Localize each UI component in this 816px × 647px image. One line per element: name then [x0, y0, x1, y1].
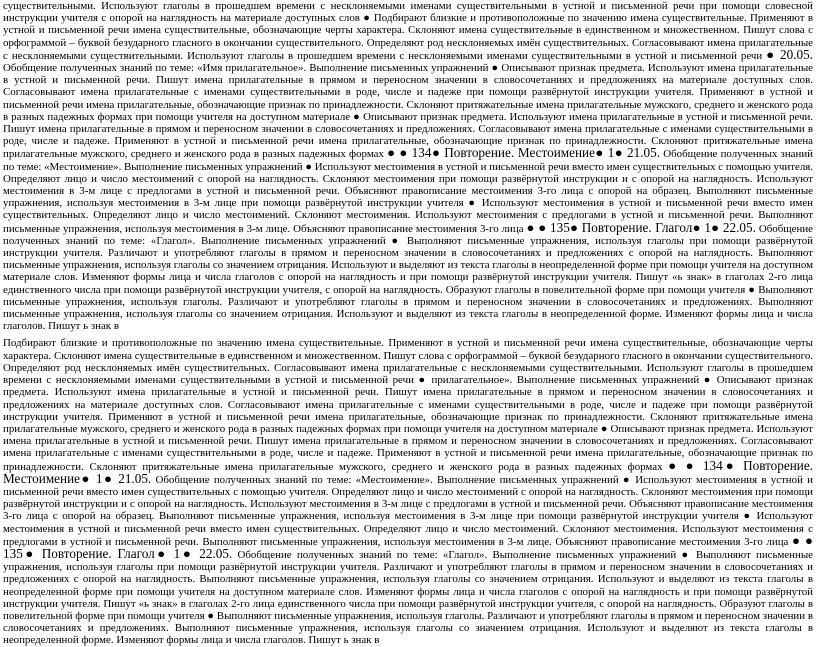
document-block-2 [3, 337, 813, 646]
lesson-heading: ● ● 134● Повторение. Местоимение● 1● 21.05. [3, 457, 813, 486]
lesson-topic: Обобщение полученных знаний по теме: «Местоимение». Выполнение письменных упражнений [155, 473, 619, 486]
text-run: ● Описывают признак предмета. Используют имена прилагательные в устной и письменной речи. Пишут имена прилагательные в прямом и переносном значении в словосочетаниях и предложениях на материале доступных слов. Согласовывают имена прилагательные с именами существительными в роде, числе и падеже при помощи развёрнутой инструкции учителя. Применяют в устной и письменной речи имена прилагательные, обозначающие признак по принадлежности. Склоняют притяжательные имена прилагательные мужского, среднего и женского рода в разных падежных формах при помощи учителя на доступном материале [3, 374, 813, 435]
text-run: ● Выполняют письменные упражнения, используя глаголы. Различают и употребляют глаголы в прямом и переносном значении в словосочетаниях и предложениях. Выполняют письменные упражнения, используя глаголы со значением отрицания. Используют и выделяют из текста глаголы в неопределенной форме. Изменяют формы лица и числа глаголов. Пишут ь знак в [3, 609, 814, 647]
text-run: ● Используют местоимения в устной и письменной речи вместо имен существительных. Определяют лицо и число местоимений. Склоняют местоимения. Используют местоимения с предлогами в устной и письменной речи. Выполняют письменные упражнения, используя местоимения в 3-м лице. Объясняют правописание местоимения 3-го лица [3, 510, 813, 548]
lesson-heading: ● 20.05. [766, 46, 813, 62]
text-run: Подбирают близкие и противоположные по значению имена существительные. Применяют в устной и письменной речи имена существительные, обозначающие черты характера. Склоняют имена существительные в единственном и множественном. Пишут слова с орфограммой – буквой безударного гласного в окончании существительного. Определяют род несклоняемых имён существительных. Согласовывают имена прилагательные с несклоняемыми существительными. Используют глаголы в прошедшем времени с несклоняемыми именами существительными в устной и письменной речи [3, 337, 813, 387]
lesson-topic: Обобщение полученных знаний по теме: «Имя прилагательное». Выполнение письменных упражнений [3, 62, 489, 75]
text-run: ● Выполняют письменные упражнения, используя глаголы. Различают и употребляют глаголы в прямом и переносном значении в словосочетаниях и предложениях. Выполняют письменные упражнения, используя глаголы со значением отрицания. Используют и выделяют из текста глаголы в неопределенной форме. Изменяют формы лица и числа глаголов. Пишут ь знак в [3, 283, 813, 333]
lesson-topic: Обобщение полученных знаний по теме: «Глагол». Выполнение письменных упражнений [3, 222, 813, 247]
text-run: ● Используют местоимения в устной и письменной речи вместо имен существительных с помощью учителя. Определяют лицо и число местоимений с опорой на наглядность. Склоняют местоимения при помощи развёрнутой инструкции и с опорой на наглядность. Используют местоимения в 3-м лице с предлогами в устной и письменной речи. Объясняют правописание местоимения 3-го лица с опорой на образец. Выполняют письменные упражнения, используя местоимения в 3-м лице при помощи развёрнутой инструкции учителя [3, 473, 813, 523]
text-run: ● Используют местоимения в устной и письменной речи вместо имен существительных. Определяют лицо и число местоимений. Склоняют местоимения. Используют местоимения с предлогами в устной и письменной речи. Выполняют письменные упражнения, используя местоимения в 3-м лице. Объясняют правописание местоимения 3-го лица [3, 197, 813, 235]
lesson-heading: ● ● 135● Повторение. Глагол● 1● 22.05. [526, 219, 756, 235]
text-run: ● Описывают признак предмета. Используют имена прилагательные в устной и письменной речи. Пишут имена прилагательные в прямом и переносном значении в словосочетаниях и предложениях. Согласовывают имена прилагательные с именами существительными в роде, числе и падеже. Применяют в устной и письменной речи имена прилагательные, обозначающие признак по принадлежности. Склоняют притяжательные имена прилагательные мужского, среднего и женского рода в разных падежных формах [3, 422, 813, 473]
text-run: ● Описывают признак предмета. Используют имена прилагательные в устной и письменной речи. Пишут имена прилагательные в прямом и переносном значении в словосочетаниях и предложениях. Согласовывают имена прилагательные с именами существительными в роде, числе и падеже. Применяют в устной и письменной речи имена прилагательные, обозначающие признак по принадлежности. Склоняют притяжательные имена прилагательные мужского, среднего и женского рода в разных падежных формах [3, 110, 813, 161]
text-run: ● Описывают признак предмета. Используют имена прилагательные в устной и письменной речи. Пишут имена прилагательные в прямом и переносном значении в словосочетаниях и предложениях на материале доступных слов. Согласовывают имена прилагательные с именами существительными в роде, числе и падеже при помощи развёрнутой инструкции учителя. Применяют в устной и письменной речи имена прилагательные, обозначающие признак по принадлежности. Склоняют притяжательные имена прилагательные мужского, среднего и женского рода в разных падежных формах при помощи учителя на доступном материале [3, 62, 813, 123]
text-run: ● Выполняют письменные упражнения, используя глаголы при помощи развёрнутой инструкции учителя. Различают и употребляют глаголы в прямом и переносном значении в словосочетаниях и предложениях с опорой на наглядность. Выполняют письменные упражнения, используя глаголы со значением отрицания. Используют и выделяют из текста глаголы в неопределенной форме при помощи учителя на доступном материале слов. Изменяют формы лица и числа глаголов с опорой на наглядность и при помощи развёрнутой инструкции учителя. Пишут «ь знак» в глаголах 2-го лица единственного числа при помощи развёрнутой инструкции учителя, с опорой на наглядность. Образуют глаголы в повелительной форме при помощи учителя [3, 548, 813, 622]
lesson-topic: Обобщение полученных знаний по теме: «Глагол». Выполнение письменных упражнений [237, 548, 677, 561]
text-run: ● Подбирают близкие и противоположные по значению имена существительные. Применяют в устной и письменной речи имена существительные, обозначающие черты характера. Склоняют имена существительные в единственном и множественном. Пишут слова с орфограммой – буквой безударного гласного в окончании существительного. Определяют род несклоняемых имён существительных. Согласовывают имена прилагательные с несклоняемыми существительными. Используют глаголы в прошедшем времени с несклоняемыми именами существительными в устной и письменной речи [3, 12, 813, 62]
text-run: существительными. Используют глаголы в прошедшем времени с несклоняемыми именами существительными в устной и письменной речи при помощи словесной инструкции учителя с опорой на наглядность на материале доступных слов [3, 0, 813, 25]
document-block-1 [3, 0, 813, 332]
lesson-heading: ● ● 134● Повторение. Местоимение● 1● 21.05. [387, 145, 661, 161]
text-run: ● Выполняют письменные упражнения, используя глаголы при помощи развёрнутой инструкции учителя. Различают и употребляют глаголы в прямом и переносном значении в словосочетаниях и предложениях с опорой на наглядность. Выполняют письменные упражнения, используя глаголы со значением отрицания. Используют и выделяют из текста глаголы в неопределенной форме при помощи учителя на доступном материале слов. Изменяют формы лица и числа глаголов с опорой на наглядность и при помощи развёрнутой инструкции учителя. Пишут «ь знак» в глаголах 2-го лица единственного числа при помощи развёрнутой инструкции учителя, с опорой на наглядность. Образуют глаголы в повелительной форме при помощи учителя [3, 234, 814, 296]
lesson-topic: Обобщение полученных знаний по теме: «Местоимение». Выполнение письменных упражнений [3, 148, 814, 173]
lesson-heading: ● ● 135● Повторение. Глагол● 1● 22.05. [3, 532, 813, 561]
text-run: ● прилагательное». Выполнение письменных упражнений [418, 374, 700, 387]
text-run: ● Используют местоимения в устной и письменной речи вместо имен существительных с помощью учителя. Определяют лицо и число местоимений с опорой на наглядность. Склоняют местоимения при помощи развёрнутой инструкции и с опорой на наглядность. Используют местоимения в 3-м лице с предлогами в устной и письменной речи. Объясняют правописание местоимения 3-го лица с опорой на образец. Выполняют письменные упражнения, используя местоимения в 3-м лице при помощи развёрнутой инструкции учителя [3, 160, 813, 210]
